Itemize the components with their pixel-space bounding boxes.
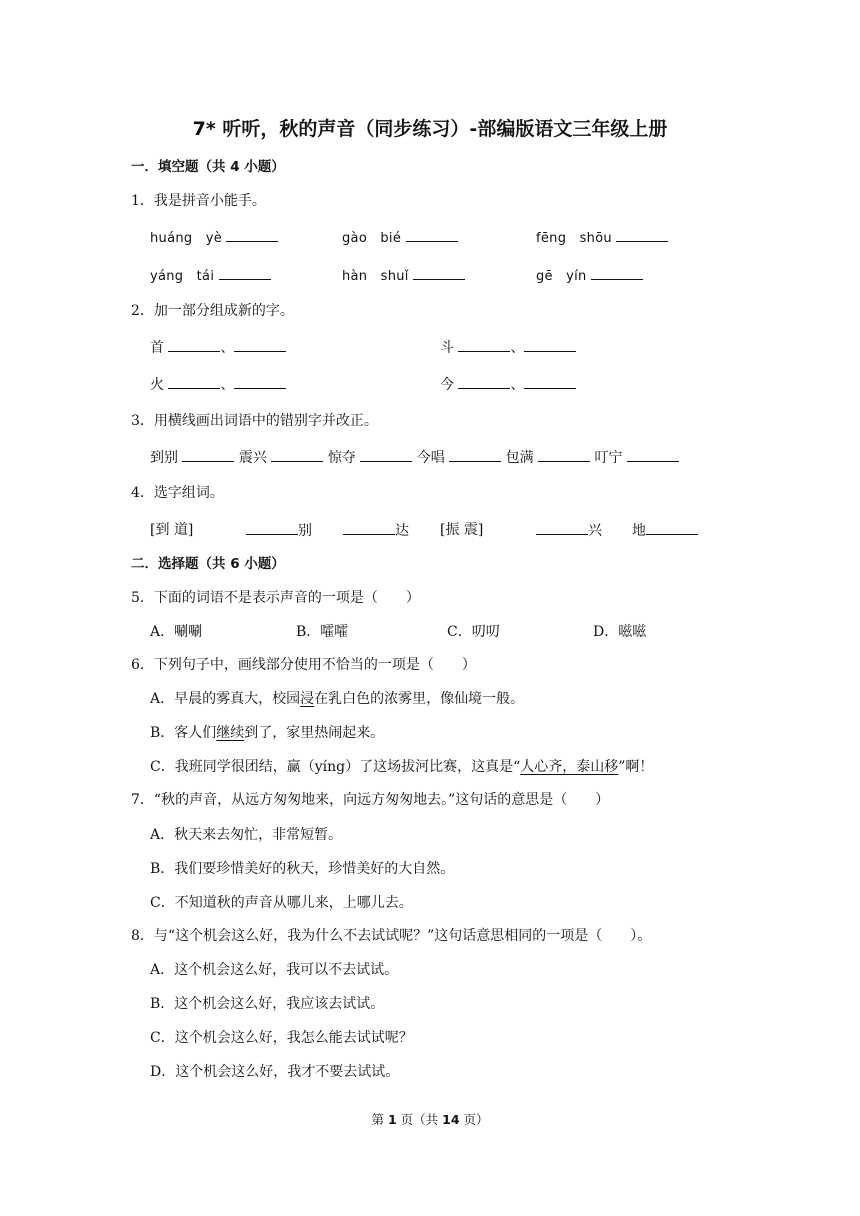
q8-option-b[interactable]: B．这个机会这么好，我应该去试试。 xyxy=(150,996,385,1012)
option-text: B．客人们 xyxy=(150,725,217,741)
q7-option-b[interactable]: B．我们要珍惜美好的秋天，珍惜美好的大自然。 xyxy=(150,861,455,877)
answer-blank[interactable] xyxy=(449,447,501,462)
answer-blank[interactable] xyxy=(246,520,298,535)
footer-text: 页（共 xyxy=(396,1112,443,1127)
answer-blank[interactable] xyxy=(458,337,510,352)
page-title: 7* 听听，秋的声音（同步练习）-部编版语文三年级上册 xyxy=(192,118,668,140)
underlined-text: 浸 xyxy=(300,691,315,707)
footer-text: 页） xyxy=(459,1112,489,1127)
question-2-stem: 2．加一部分组成新的字。 xyxy=(131,303,294,319)
question-4-stem: 4．选字组词。 xyxy=(131,485,224,501)
answer-blank[interactable] xyxy=(536,520,588,535)
answer-blank[interactable] xyxy=(591,265,643,280)
word-char: 兴 xyxy=(588,523,602,539)
total-pages: 14 xyxy=(442,1112,460,1127)
q1-item xyxy=(342,265,465,287)
pinyin: fēng shōu xyxy=(536,231,612,246)
q8-option-c[interactable]: C．这个机会这么好，我怎么能去试试呢？ xyxy=(150,1030,413,1046)
answer-blank[interactable] xyxy=(234,374,286,389)
q2-item xyxy=(150,374,286,395)
question-3-stem: 3．用横线画出词语中的错别字并改正。 xyxy=(131,413,378,429)
q2-item xyxy=(150,337,286,358)
q4-group-label: [振 震] xyxy=(440,522,484,538)
question-1-stem: 1．我是拼音小能手。 xyxy=(131,193,266,209)
question-8-stem: 8．与“这个机会这么好，我为什么不去试试呢？”这句话意思相同的一项是（ ）。 xyxy=(131,928,652,944)
q8-option-a[interactable]: A．这个机会这么好，我可以不去试试。 xyxy=(150,962,399,978)
q7-option-c[interactable]: C．不知道秋的声音从哪儿来，上哪儿去。 xyxy=(150,895,413,911)
question-6-stem: 6．下列句子中，画线部分使用不恰当的一项是（ ） xyxy=(131,657,476,673)
option-text: 到了，家里热闹起来。 xyxy=(244,725,385,741)
q4-item xyxy=(536,520,602,541)
option-text: A．早晨的雾真大，校园 xyxy=(150,691,301,707)
answer-blank[interactable] xyxy=(406,227,458,242)
q5-option-b[interactable]: B．嚯嚯 xyxy=(296,624,349,640)
answer-blank[interactable] xyxy=(343,520,395,535)
answer-blank[interactable] xyxy=(271,447,323,462)
answer-blank[interactable] xyxy=(234,337,286,352)
answer-blank[interactable] xyxy=(360,447,412,462)
answer-blank[interactable] xyxy=(219,265,271,280)
pinyin: hàn shuǐ xyxy=(342,269,409,284)
base-char: 火 xyxy=(150,377,164,393)
section-heading-fill-in: 一．填空题（共 4 小题） xyxy=(131,159,285,175)
word: 叮宁 xyxy=(594,450,623,466)
pinyin: huáng yè xyxy=(150,231,223,246)
underlined-text: 继续 xyxy=(216,725,245,741)
section-heading-choice: 二．选择题（共 6 小题） xyxy=(131,556,285,572)
answer-blank[interactable] xyxy=(168,374,220,389)
base-char: 首 xyxy=(150,340,164,356)
question-5-stem: 5．下面的词语不是表示声音的一项是（ ） xyxy=(131,590,420,606)
option-text: ”啊！ xyxy=(618,759,654,775)
q8-option-d[interactable]: D．这个机会这么好，我才不要去试试。 xyxy=(150,1064,400,1080)
pinyin: yáng tái xyxy=(150,269,215,284)
separator: 、 xyxy=(510,377,525,393)
q4-group-label: [到 道] xyxy=(150,522,194,538)
answer-blank[interactable] xyxy=(538,447,590,462)
word: 震兴 xyxy=(238,450,267,466)
q1-item xyxy=(536,265,643,287)
q2-item xyxy=(440,337,576,358)
answer-blank[interactable] xyxy=(168,337,220,352)
separator: 、 xyxy=(220,377,235,393)
page-footer xyxy=(0,1110,860,1128)
word-char: 别 xyxy=(298,523,312,539)
q4-item xyxy=(632,520,698,541)
answer-blank[interactable] xyxy=(524,374,576,389)
q4-item xyxy=(343,520,409,541)
underlined-text: 人心齐，泰山移 xyxy=(520,759,619,775)
answer-blank[interactable] xyxy=(646,520,698,535)
q1-item xyxy=(150,265,271,287)
base-char: 今 xyxy=(440,377,454,393)
q3-word-row xyxy=(150,447,679,468)
word-char: 达 xyxy=(395,523,409,539)
word-char: 地 xyxy=(632,523,646,539)
q2-item xyxy=(440,374,576,395)
option-text: C．我班同学很团结，赢（yíng）了这场拔河比赛，这真是“ xyxy=(150,759,521,775)
question-7-stem: 7．“秋的声音，从远方匆匆地来，向远方匆匆地去。”这句话的意思是（ ） xyxy=(131,792,610,808)
q6-option-c[interactable] xyxy=(150,757,653,777)
pinyin: gē yín xyxy=(536,269,587,284)
word: 到别 xyxy=(150,450,178,466)
q4-item xyxy=(246,520,312,541)
q5-option-a[interactable]: A．唰唰 xyxy=(150,624,203,640)
q5-option-c[interactable]: C．叨叨 xyxy=(447,624,500,640)
word: 惊夺 xyxy=(327,450,356,466)
q7-option-a[interactable]: A．秋天来去匆忙，非常短暂。 xyxy=(150,827,343,843)
q5-option-d[interactable]: D．嗞嗞 xyxy=(593,624,647,640)
base-char: 斗 xyxy=(440,340,454,356)
footer-text: 第 xyxy=(371,1112,388,1127)
separator: 、 xyxy=(510,340,525,356)
answer-blank[interactable] xyxy=(226,227,278,242)
q1-item xyxy=(342,227,458,249)
answer-blank[interactable] xyxy=(616,227,668,242)
answer-blank[interactable] xyxy=(524,337,576,352)
pinyin: gào bié xyxy=(342,231,402,246)
q6-option-a[interactable] xyxy=(150,689,524,709)
q1-item xyxy=(536,227,668,249)
answer-blank[interactable] xyxy=(627,447,679,462)
word: 包满 xyxy=(505,450,534,466)
answer-blank[interactable] xyxy=(458,374,510,389)
q6-option-b[interactable] xyxy=(150,723,384,743)
word: 今唱 xyxy=(416,450,445,466)
answer-blank[interactable] xyxy=(413,265,465,280)
page-number: 1 xyxy=(387,1112,397,1127)
option-text: 在乳白色的浓雾里，像仙境一般。 xyxy=(314,691,525,707)
separator: 、 xyxy=(220,340,235,356)
answer-blank[interactable] xyxy=(182,447,234,462)
q1-item xyxy=(150,227,278,249)
